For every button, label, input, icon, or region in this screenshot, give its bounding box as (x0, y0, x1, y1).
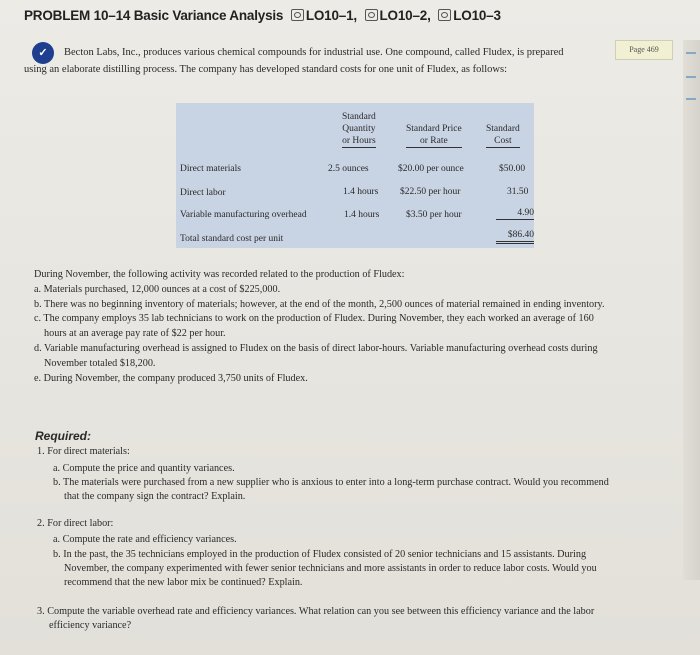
header-cost-line2: Cost (486, 135, 520, 148)
learning-objective-icon (365, 9, 378, 21)
row-price: $22.50 per hour (400, 187, 461, 197)
required-heading: Required: (35, 429, 92, 443)
header-quantity-line3: or Hours (342, 136, 376, 146)
row-cost: 31.50 (507, 187, 529, 197)
required-item-3-cont: efficiency variance? (49, 620, 132, 631)
header-cost-line1: Standard (486, 124, 520, 134)
check-badge-icon: ✓ (32, 42, 54, 64)
page-edge (683, 40, 700, 580)
page-reference-tag: Page 469 (615, 40, 673, 60)
header-cost (486, 123, 520, 148)
problem-title (24, 8, 501, 23)
lo-link-1[interactable]: LO10–1, (305, 8, 357, 23)
required-item-2b: b. In the past, the 35 technicians employed in the production of Fludex consisted of 20 senior technicians and 15 assistants. During (53, 549, 587, 560)
row-quantity: 1.4 hours (344, 210, 380, 220)
intro-line-1: Becton Labs, Inc., produces various chemical compounds for industrial use. One compound, called Fludex, is prepared (64, 47, 564, 58)
row-label: Direct materials (180, 164, 241, 174)
row-cost: $50.00 (499, 164, 526, 174)
required-item-1: 1. For direct materials: (37, 446, 130, 457)
edge-marker (686, 76, 696, 78)
activity-section (34, 268, 674, 386)
header-quantity-line2: Quantity (342, 124, 376, 134)
header-price (406, 123, 462, 148)
edge-marker (686, 52, 696, 54)
activity-item-c-cont: hours at an average pay rate of $22 per hour. (44, 328, 226, 340)
header-price-line2: or Rate (406, 135, 462, 148)
total-label: Total standard cost per unit (180, 234, 284, 244)
row-label: Direct labor (180, 188, 226, 198)
lo-link-3[interactable]: LO10–3 (453, 8, 501, 23)
activity-item-c: c. The company employs 35 lab technicians to work on the production of Fludex. During November, they each worked an average of 160 (34, 313, 594, 325)
activity-item-d: d. Variable manufacturing overhead is assigned to Fludex on the basis of direct labor-hours. Variable manufacturing overhead costs during (34, 342, 598, 354)
standard-cost-table (176, 103, 534, 248)
header-quantity-line1: Standard (342, 112, 376, 122)
activity-item-d-cont: November totaled $18,200. (44, 357, 156, 369)
intro-paragraph (24, 44, 624, 78)
row-price: $3.50 per hour (406, 210, 462, 220)
activity-item-a: a. Materials purchased, 12,000 ounces at a cost of $225,000. (34, 283, 281, 295)
total-cost: $86.40 (496, 229, 534, 244)
activity-lead: During November, the following activity was recorded related to the production of Fludex: (34, 269, 405, 280)
learning-objective-icon (438, 9, 451, 21)
row-quantity: 2.5 ounces (328, 164, 369, 174)
learning-objective-icon (291, 9, 304, 21)
required-item-2b-cont2: recommend that the new labor mix be continued? Explain. (64, 577, 303, 588)
required-item-2: 2. For direct labor: (37, 518, 114, 529)
required-item-3: 3. Compute the variable overhead rate and efficiency variances. What relation can you see between this efficiency variance and the labor (37, 606, 595, 617)
intro-line-2: using an elaborate distilling process. The company has developed standard costs for one unit of Fludex, as follows: (24, 64, 507, 75)
required-item-1b-cont: that the company sign the contract? Explain. (64, 491, 246, 502)
required-item-2a: a. Compute the rate and efficiency variances. (53, 534, 237, 545)
activity-item-b: b. There was no beginning inventory of materials; however, at the end of the month, 2,500 ounces of material remained in ending inventory. (34, 298, 605, 310)
required-item-1a: a. Compute the price and quantity variances. (53, 463, 235, 474)
header-price-line1: Standard Price (406, 124, 462, 134)
edge-marker (686, 98, 696, 100)
row-quantity: 1.4 hours (343, 187, 379, 197)
required-item-2b-cont1: November, the company experimented with fewer senior technicians and more assistants in order to reduce labor costs. Would you (64, 563, 597, 574)
lo-link-2[interactable]: LO10–2, (379, 8, 431, 23)
row-price: $20.00 per ounce (398, 164, 464, 174)
activity-item-e: e. During November, the company produced 3,750 units of Fludex. (34, 372, 308, 384)
required-item-1b: b. The materials were purchased from a new supplier who is anxious to enter into a long-term purchase contract. Would you recommend (53, 477, 609, 488)
header-quantity (342, 111, 376, 148)
row-cost: 4.90 (496, 207, 534, 220)
row-label: Variable manufacturing overhead (180, 210, 307, 220)
problem-heading: PROBLEM 10–14 Basic Variance Analysis (24, 8, 284, 23)
